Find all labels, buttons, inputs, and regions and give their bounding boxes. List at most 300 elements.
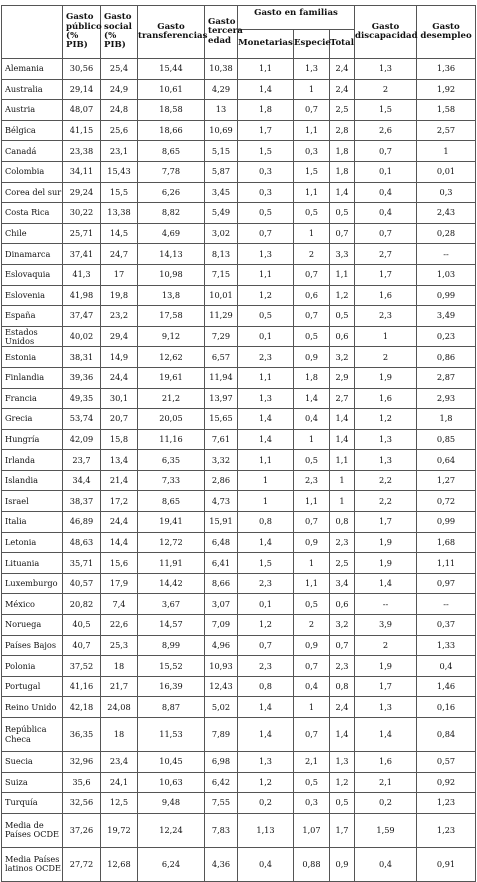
cell-transferencias: 8,65 bbox=[138, 141, 205, 162]
cell-gasto-publico: 48,07 bbox=[63, 100, 101, 121]
cell-transferencias: 9,48 bbox=[138, 793, 205, 814]
cell-gasto-publico: 35,6 bbox=[63, 772, 101, 793]
cell-especie: 1,07 bbox=[294, 813, 330, 847]
cell-country: Suiza bbox=[2, 772, 63, 793]
cell-gasto-social: 24,1 bbox=[101, 772, 138, 793]
cell-especie: 1,3 bbox=[294, 59, 330, 80]
cell-desempleo: 0,85 bbox=[417, 429, 476, 450]
cell-gasto-social: 15,5 bbox=[101, 182, 138, 203]
cell-total: 3,2 bbox=[330, 615, 355, 636]
table-row bbox=[2, 203, 476, 224]
cell-monetarias: 1,5 bbox=[238, 553, 294, 574]
cell-discapacidad: 0,4 bbox=[355, 203, 417, 224]
cell-monetarias: 1,3 bbox=[238, 388, 294, 409]
cell-tercera-edad: 12,43 bbox=[205, 676, 238, 697]
cell-discapacidad: 0,1 bbox=[355, 161, 417, 182]
cell-gasto-publico: 34,4 bbox=[63, 470, 101, 491]
header-gasto-publico: Gasto público (% PIB) bbox=[63, 6, 101, 59]
cell-desempleo: 0,3 bbox=[417, 182, 476, 203]
cell-discapacidad: 1,3 bbox=[355, 59, 417, 80]
cell-country: Hungría bbox=[2, 429, 63, 450]
cell-especie: 1,1 bbox=[294, 120, 330, 141]
table-row bbox=[2, 553, 476, 574]
table-row bbox=[2, 450, 476, 471]
cell-tercera-edad: 7,29 bbox=[205, 326, 238, 347]
table-row bbox=[2, 429, 476, 450]
cell-especie: 0,3 bbox=[294, 793, 330, 814]
cell-transferencias: 18,58 bbox=[138, 100, 205, 121]
cell-monetarias: 1,2 bbox=[238, 772, 294, 793]
cell-transferencias: 9,12 bbox=[138, 326, 205, 347]
cell-monetarias: 0,1 bbox=[238, 594, 294, 615]
cell-discapacidad: 2,2 bbox=[355, 491, 417, 512]
cell-discapacidad: 1,5 bbox=[355, 100, 417, 121]
cell-gasto-social: 14,9 bbox=[101, 347, 138, 368]
cell-country: Costa Rica bbox=[2, 203, 63, 224]
cell-tercera-edad: 6,42 bbox=[205, 772, 238, 793]
cell-desempleo: 1,23 bbox=[417, 793, 476, 814]
cell-tercera-edad: 2,86 bbox=[205, 470, 238, 491]
cell-country: Eslovaquia bbox=[2, 264, 63, 285]
table-row bbox=[2, 223, 476, 244]
cell-transferencias: 18,66 bbox=[138, 120, 205, 141]
cell-total: 0,9 bbox=[330, 847, 355, 881]
cell-gasto-publico: 36,35 bbox=[63, 718, 101, 752]
cell-total: 1 bbox=[330, 470, 355, 491]
table-row bbox=[2, 347, 476, 368]
cell-monetarias: 0,8 bbox=[238, 512, 294, 533]
cell-especie: 1,1 bbox=[294, 573, 330, 594]
table-row bbox=[2, 306, 476, 327]
cell-monetarias: 1 bbox=[238, 491, 294, 512]
cell-gasto-publico: 29,14 bbox=[63, 79, 101, 100]
cell-gasto-publico: 35,71 bbox=[63, 553, 101, 574]
cell-monetarias: 1,7 bbox=[238, 120, 294, 141]
cell-total: 0,5 bbox=[330, 203, 355, 224]
cell-total: 2,3 bbox=[330, 656, 355, 677]
cell-monetarias: 1,4 bbox=[238, 697, 294, 718]
cell-gasto-social: 18 bbox=[101, 718, 138, 752]
cell-transferencias: 10,98 bbox=[138, 264, 205, 285]
cell-especie: 0,4 bbox=[294, 676, 330, 697]
cell-monetarias: 0,7 bbox=[238, 223, 294, 244]
cell-especie: 1,1 bbox=[294, 182, 330, 203]
cell-total: 0,8 bbox=[330, 512, 355, 533]
cell-discapacidad: 1,6 bbox=[355, 752, 417, 773]
cell-tercera-edad: 3,45 bbox=[205, 182, 238, 203]
cell-gasto-social: 23,1 bbox=[101, 141, 138, 162]
cell-tercera-edad: 8,66 bbox=[205, 573, 238, 594]
cell-especie: 0,88 bbox=[294, 847, 330, 881]
cell-country: Grecia bbox=[2, 409, 63, 430]
cell-desempleo: 0,99 bbox=[417, 285, 476, 306]
table-row bbox=[2, 367, 476, 388]
cell-especie: 0,5 bbox=[294, 326, 330, 347]
cell-especie: 1 bbox=[294, 79, 330, 100]
header-familias-group: Gasto en familias bbox=[238, 6, 355, 30]
cell-especie: 1,1 bbox=[294, 491, 330, 512]
cell-transferencias: 8,65 bbox=[138, 491, 205, 512]
cell-discapacidad: 2 bbox=[355, 635, 417, 656]
cell-transferencias: 10,63 bbox=[138, 772, 205, 793]
table-row bbox=[2, 676, 476, 697]
cell-total: 3,2 bbox=[330, 347, 355, 368]
cell-desempleo: 0,97 bbox=[417, 573, 476, 594]
cell-discapacidad: 1,59 bbox=[355, 813, 417, 847]
cell-gasto-social: 14,4 bbox=[101, 532, 138, 553]
cell-country: Estonia bbox=[2, 347, 63, 368]
cell-tercera-edad: 10,69 bbox=[205, 120, 238, 141]
cell-gasto-social: 25,6 bbox=[101, 120, 138, 141]
cell-desempleo: 2,43 bbox=[417, 203, 476, 224]
cell-desempleo: 2,93 bbox=[417, 388, 476, 409]
table-row bbox=[2, 813, 476, 847]
table-row bbox=[2, 491, 476, 512]
cell-country: Media de Países OCDE bbox=[2, 813, 63, 847]
cell-transferencias: 14,13 bbox=[138, 244, 205, 265]
cell-discapacidad: 1,9 bbox=[355, 656, 417, 677]
cell-desempleo: 0,72 bbox=[417, 491, 476, 512]
cell-discapacidad: 2 bbox=[355, 79, 417, 100]
cell-transferencias: 12,24 bbox=[138, 813, 205, 847]
table-row bbox=[2, 573, 476, 594]
cell-gasto-publico: 27,72 bbox=[63, 847, 101, 881]
cell-discapacidad: 1 bbox=[355, 326, 417, 347]
table-row bbox=[2, 470, 476, 491]
cell-gasto-publico: 41,3 bbox=[63, 264, 101, 285]
cell-gasto-social: 12,68 bbox=[101, 847, 138, 881]
cell-transferencias: 7,78 bbox=[138, 161, 205, 182]
cell-monetarias: 1,1 bbox=[238, 450, 294, 471]
cell-country: Finlandia bbox=[2, 367, 63, 388]
cell-discapacidad: 2,6 bbox=[355, 120, 417, 141]
cell-transferencias: 6,26 bbox=[138, 182, 205, 203]
cell-country: Francia bbox=[2, 388, 63, 409]
cell-gasto-publico: 49,35 bbox=[63, 388, 101, 409]
cell-especie: 0,5 bbox=[294, 772, 330, 793]
cell-monetarias: 0,3 bbox=[238, 182, 294, 203]
cell-transferencias: 15,52 bbox=[138, 656, 205, 677]
cell-gasto-publico: 25,71 bbox=[63, 223, 101, 244]
cell-monetarias: 1,1 bbox=[238, 367, 294, 388]
cell-monetarias: 0,5 bbox=[238, 306, 294, 327]
cell-discapacidad: 1,3 bbox=[355, 429, 417, 450]
cell-gasto-publico: 48,63 bbox=[63, 532, 101, 553]
cell-desempleo: 0,92 bbox=[417, 772, 476, 793]
table-row bbox=[2, 847, 476, 881]
cell-gasto-social: 19,72 bbox=[101, 813, 138, 847]
cell-gasto-social: 7,4 bbox=[101, 594, 138, 615]
cell-gasto-social: 24,4 bbox=[101, 367, 138, 388]
cell-transferencias: 19,61 bbox=[138, 367, 205, 388]
cell-tercera-edad: 5,15 bbox=[205, 141, 238, 162]
cell-especie: 0,6 bbox=[294, 285, 330, 306]
cell-monetarias: 1,3 bbox=[238, 244, 294, 265]
table-row bbox=[2, 182, 476, 203]
cell-gasto-social: 19,8 bbox=[101, 285, 138, 306]
cell-tercera-edad: 3,07 bbox=[205, 594, 238, 615]
table-row bbox=[2, 635, 476, 656]
cell-gasto-publico: 38,37 bbox=[63, 491, 101, 512]
cell-discapacidad: 1,7 bbox=[355, 264, 417, 285]
cell-transferencias: 16,39 bbox=[138, 676, 205, 697]
cell-desempleo: 1 bbox=[417, 141, 476, 162]
cell-country: Colombia bbox=[2, 161, 63, 182]
cell-total: 1,8 bbox=[330, 141, 355, 162]
cell-discapacidad: 0,4 bbox=[355, 182, 417, 203]
cell-discapacidad: 1,9 bbox=[355, 553, 417, 574]
cell-country: Portugal bbox=[2, 676, 63, 697]
cell-gasto-social: 30,1 bbox=[101, 388, 138, 409]
header-gasto-social: Gasto social (% PIB) bbox=[101, 6, 138, 59]
cell-tercera-edad: 11,94 bbox=[205, 367, 238, 388]
cell-discapacidad: 0,2 bbox=[355, 793, 417, 814]
cell-total: 1,7 bbox=[330, 813, 355, 847]
cell-monetarias: 1 bbox=[238, 470, 294, 491]
cell-monetarias: 1,1 bbox=[238, 264, 294, 285]
cell-total: 3,4 bbox=[330, 573, 355, 594]
cell-gasto-social: 17 bbox=[101, 264, 138, 285]
cell-gasto-publico: 20,82 bbox=[63, 594, 101, 615]
cell-transferencias: 11,16 bbox=[138, 429, 205, 450]
table-row bbox=[2, 264, 476, 285]
cell-transferencias: 3,67 bbox=[138, 594, 205, 615]
cell-gasto-publico: 46,89 bbox=[63, 512, 101, 533]
cell-transferencias: 15,44 bbox=[138, 59, 205, 80]
cell-especie: 1 bbox=[294, 429, 330, 450]
cell-transferencias: 4,69 bbox=[138, 223, 205, 244]
cell-tercera-edad: 7,15 bbox=[205, 264, 238, 285]
cell-total: 0,7 bbox=[330, 223, 355, 244]
cell-tercera-edad: 6,98 bbox=[205, 752, 238, 773]
cell-tercera-edad: 10,01 bbox=[205, 285, 238, 306]
cell-monetarias: 1,13 bbox=[238, 813, 294, 847]
cell-total: 2,8 bbox=[330, 120, 355, 141]
cell-tercera-edad: 4,29 bbox=[205, 79, 238, 100]
table-row bbox=[2, 594, 476, 615]
cell-country: Islandia bbox=[2, 470, 63, 491]
cell-country: Turquía bbox=[2, 793, 63, 814]
cell-discapacidad: 1,9 bbox=[355, 532, 417, 553]
cell-gasto-social: 21,4 bbox=[101, 470, 138, 491]
cell-especie: 0,4 bbox=[294, 409, 330, 430]
cell-gasto-publico: 30,56 bbox=[63, 59, 101, 80]
social-spending-table bbox=[1, 5, 476, 882]
cell-gasto-social: 18 bbox=[101, 656, 138, 677]
cell-monetarias: 0,2 bbox=[238, 793, 294, 814]
cell-transferencias: 17,58 bbox=[138, 306, 205, 327]
cell-gasto-publico: 37,52 bbox=[63, 656, 101, 677]
cell-gasto-social: 24,4 bbox=[101, 512, 138, 533]
cell-desempleo: 0,28 bbox=[417, 223, 476, 244]
cell-tercera-edad: 13,97 bbox=[205, 388, 238, 409]
cell-monetarias: 1,4 bbox=[238, 79, 294, 100]
cell-gasto-social: 20,7 bbox=[101, 409, 138, 430]
cell-transferencias: 8,87 bbox=[138, 697, 205, 718]
header-discapacidad: Gasto discapacidad bbox=[355, 6, 417, 59]
header-desempleo: Gasto desempleo bbox=[417, 6, 476, 59]
cell-transferencias: 11,91 bbox=[138, 553, 205, 574]
cell-discapacidad: 1,4 bbox=[355, 718, 417, 752]
cell-total: 0,8 bbox=[330, 676, 355, 697]
cell-transferencias: 13,8 bbox=[138, 285, 205, 306]
cell-total: 1,1 bbox=[330, 450, 355, 471]
cell-gasto-publico: 30,22 bbox=[63, 203, 101, 224]
table-row bbox=[2, 772, 476, 793]
cell-especie: 1,4 bbox=[294, 388, 330, 409]
cell-tercera-edad: 3,32 bbox=[205, 450, 238, 471]
cell-discapacidad: 2,1 bbox=[355, 772, 417, 793]
cell-tercera-edad: 13 bbox=[205, 100, 238, 121]
cell-desempleo: 0,91 bbox=[417, 847, 476, 881]
cell-especie: 1 bbox=[294, 553, 330, 574]
cell-discapacidad: 0,7 bbox=[355, 141, 417, 162]
cell-country: Eslovenia bbox=[2, 285, 63, 306]
cell-desempleo: -- bbox=[417, 594, 476, 615]
cell-especie: 0,7 bbox=[294, 656, 330, 677]
cell-desempleo: 3,49 bbox=[417, 306, 476, 327]
cell-monetarias: 1,4 bbox=[238, 718, 294, 752]
cell-gasto-social: 12,5 bbox=[101, 793, 138, 814]
cell-especie: 0,7 bbox=[294, 306, 330, 327]
cell-discapacidad: 2,2 bbox=[355, 470, 417, 491]
cell-especie: 1,8 bbox=[294, 367, 330, 388]
cell-country: Letonia bbox=[2, 532, 63, 553]
cell-monetarias: 1,3 bbox=[238, 752, 294, 773]
cell-monetarias: 2,3 bbox=[238, 656, 294, 677]
cell-tercera-edad: 5,87 bbox=[205, 161, 238, 182]
header-tercera-edad: Gasto tercera edad bbox=[205, 6, 238, 59]
cell-total: 2,9 bbox=[330, 367, 355, 388]
cell-desempleo: 0,57 bbox=[417, 752, 476, 773]
cell-country: Bélgica bbox=[2, 120, 63, 141]
cell-gasto-social: 23,4 bbox=[101, 752, 138, 773]
cell-desempleo: 2,87 bbox=[417, 367, 476, 388]
cell-gasto-publico: 53,74 bbox=[63, 409, 101, 430]
cell-total: 0,6 bbox=[330, 326, 355, 347]
table-row bbox=[2, 697, 476, 718]
cell-discapacidad: 2,3 bbox=[355, 306, 417, 327]
cell-transferencias: 8,99 bbox=[138, 635, 205, 656]
cell-country: Media Países latinos OCDE bbox=[2, 847, 63, 881]
cell-discapacidad: 1,4 bbox=[355, 573, 417, 594]
cell-tercera-edad: 8,13 bbox=[205, 244, 238, 265]
cell-total: 0,5 bbox=[330, 793, 355, 814]
cell-especie: 2,3 bbox=[294, 470, 330, 491]
cell-total: 2,5 bbox=[330, 553, 355, 574]
cell-tercera-edad: 10,93 bbox=[205, 656, 238, 677]
cell-desempleo: 0,37 bbox=[417, 615, 476, 636]
cell-desempleo: 1,68 bbox=[417, 532, 476, 553]
table-row bbox=[2, 409, 476, 430]
cell-gasto-social: 24,08 bbox=[101, 697, 138, 718]
cell-desempleo: 0,01 bbox=[417, 161, 476, 182]
cell-discapacidad: 0,7 bbox=[355, 223, 417, 244]
cell-gasto-publico: 23,7 bbox=[63, 450, 101, 471]
cell-total: 1,8 bbox=[330, 161, 355, 182]
cell-especie: 0,5 bbox=[294, 203, 330, 224]
table-row bbox=[2, 285, 476, 306]
header-transferencias: Gasto transferencias bbox=[138, 6, 205, 59]
cell-country: Chile bbox=[2, 223, 63, 244]
cell-monetarias: 1,2 bbox=[238, 285, 294, 306]
cell-gasto-publico: 37,41 bbox=[63, 244, 101, 265]
cell-tercera-edad: 6,57 bbox=[205, 347, 238, 368]
table-row bbox=[2, 59, 476, 80]
table-row bbox=[2, 120, 476, 141]
cell-total: 2,3 bbox=[330, 532, 355, 553]
cell-monetarias: 0,7 bbox=[238, 635, 294, 656]
cell-gasto-publico: 40,5 bbox=[63, 615, 101, 636]
cell-desempleo: 0,16 bbox=[417, 697, 476, 718]
cell-gasto-social: 29,4 bbox=[101, 326, 138, 347]
cell-discapacidad: 1,7 bbox=[355, 512, 417, 533]
cell-total: 0,6 bbox=[330, 594, 355, 615]
cell-gasto-publico: 41,15 bbox=[63, 120, 101, 141]
cell-desempleo: 1,46 bbox=[417, 676, 476, 697]
cell-desempleo: 1,33 bbox=[417, 635, 476, 656]
cell-desempleo: 0,23 bbox=[417, 326, 476, 347]
cell-monetarias: 1,4 bbox=[238, 409, 294, 430]
cell-transferencias: 14,57 bbox=[138, 615, 205, 636]
cell-desempleo: 0,84 bbox=[417, 718, 476, 752]
cell-tercera-edad: 7,09 bbox=[205, 615, 238, 636]
cell-transferencias: 20,05 bbox=[138, 409, 205, 430]
cell-especie: 0,5 bbox=[294, 450, 330, 471]
table-row bbox=[2, 141, 476, 162]
table-row bbox=[2, 793, 476, 814]
cell-tercera-edad: 10,38 bbox=[205, 59, 238, 80]
cell-especie: 0,7 bbox=[294, 718, 330, 752]
table-body bbox=[2, 59, 476, 882]
cell-monetarias: 1,8 bbox=[238, 100, 294, 121]
cell-monetarias: 1,4 bbox=[238, 429, 294, 450]
cell-country: Suecia bbox=[2, 752, 63, 773]
cell-especie: 0,3 bbox=[294, 141, 330, 162]
table-row bbox=[2, 512, 476, 533]
table-row bbox=[2, 244, 476, 265]
cell-especie: 1 bbox=[294, 697, 330, 718]
cell-country: Noruega bbox=[2, 615, 63, 636]
cell-especie: 1 bbox=[294, 223, 330, 244]
cell-monetarias: 1,4 bbox=[238, 532, 294, 553]
cell-tercera-edad: 5,49 bbox=[205, 203, 238, 224]
cell-gasto-social: 25,4 bbox=[101, 59, 138, 80]
cell-total: 2,7 bbox=[330, 388, 355, 409]
cell-total: 1,4 bbox=[330, 182, 355, 203]
cell-desempleo: 1,27 bbox=[417, 470, 476, 491]
cell-total: 1,1 bbox=[330, 264, 355, 285]
cell-transferencias: 6,24 bbox=[138, 847, 205, 881]
cell-desempleo: -- bbox=[417, 244, 476, 265]
cell-desempleo: 1,11 bbox=[417, 553, 476, 574]
cell-gasto-social: 25,3 bbox=[101, 635, 138, 656]
cell-country: Italia bbox=[2, 512, 63, 533]
table-row bbox=[2, 718, 476, 752]
cell-desempleo: 1,8 bbox=[417, 409, 476, 430]
cell-gasto-social: 15,6 bbox=[101, 553, 138, 574]
cell-especie: 0,7 bbox=[294, 512, 330, 533]
cell-discapacidad: 1,3 bbox=[355, 697, 417, 718]
cell-discapacidad: 1,2 bbox=[355, 409, 417, 430]
cell-country: Alemania bbox=[2, 59, 63, 80]
cell-especie: 0,9 bbox=[294, 347, 330, 368]
cell-transferencias: 10,61 bbox=[138, 79, 205, 100]
cell-monetarias: 0,3 bbox=[238, 161, 294, 182]
cell-transferencias: 21,2 bbox=[138, 388, 205, 409]
cell-gasto-social: 23,2 bbox=[101, 306, 138, 327]
cell-gasto-social: 24,9 bbox=[101, 79, 138, 100]
